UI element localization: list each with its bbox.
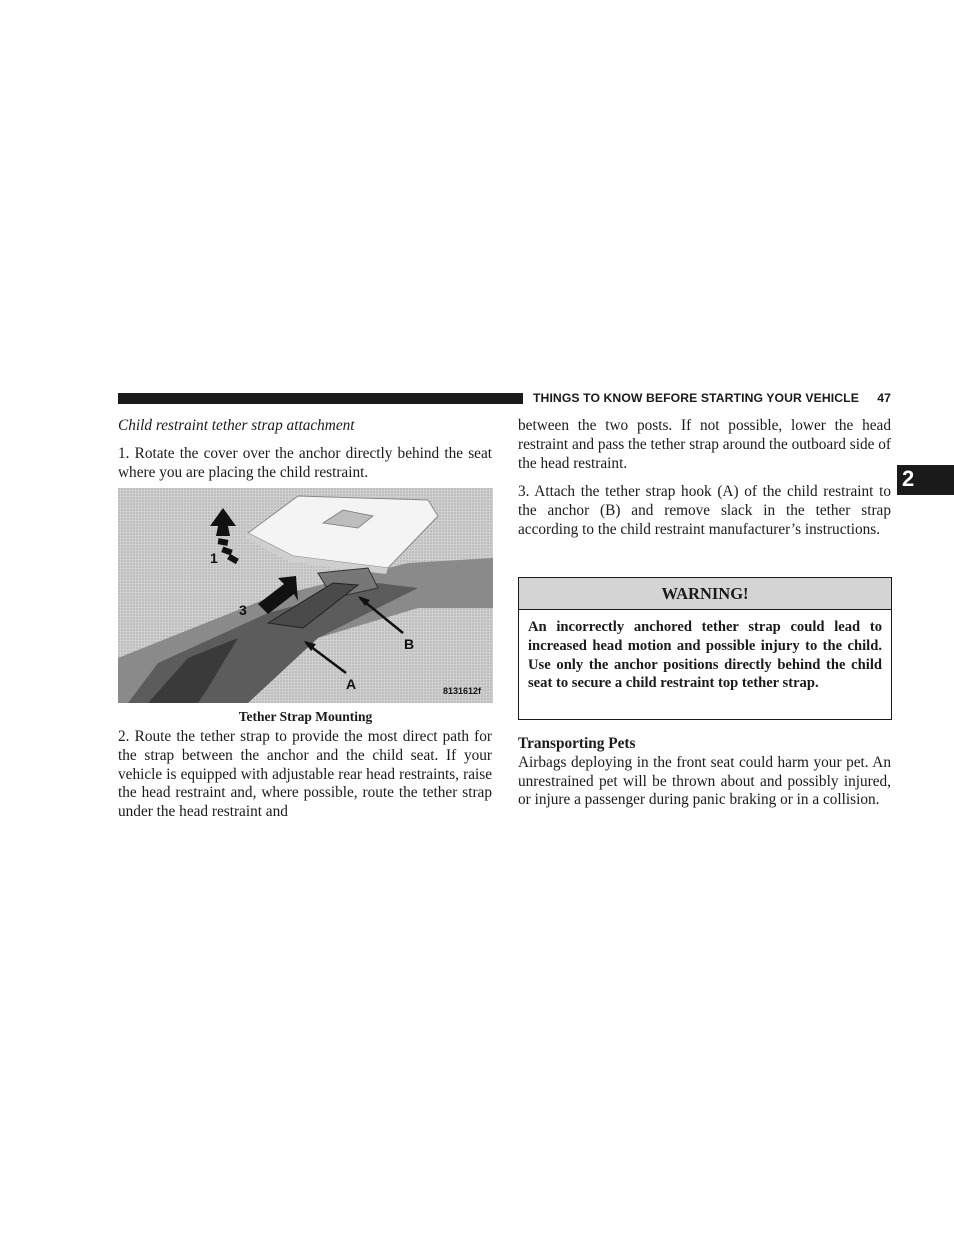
figure-label-1: 1 (210, 550, 218, 566)
step-1-text: 1. Rotate the cover over the anchor directly behind the seat where you are placing the child restraint. (118, 445, 492, 481)
subheading: Child restraint tether strap attachment (118, 417, 355, 434)
tether-illustration (118, 488, 493, 703)
header-rule (118, 393, 523, 404)
section-title: THINGS TO KNOW BEFORE STARTING YOUR VEHICLE (533, 391, 859, 405)
step-2-text: 2. Route the tether strap to provide the most direct path for the strap between the anchor and the child seat. If your vehicle is equipped with adjustable rear head restraints, raise the head restraint and, where possible, route the tether strap under the head restraint and (118, 728, 492, 821)
chapter-tab (897, 465, 954, 495)
step-3-text: 3. Attach the tether strap hook (A) of the child restraint to the anchor (B) and remove slack in the tether strap according to the child restraint manufacturer’s instructions. (518, 483, 891, 538)
page-number: 47 (877, 391, 891, 405)
step-2-continued (518, 417, 891, 473)
step-2 (118, 728, 492, 822)
running-header (533, 390, 891, 406)
step-2-cont-text: between the two posts. If not possible, lower the head restraint and pass the tether strap around the outboard side of the head restraint. (518, 417, 891, 472)
pets-heading: Transporting Pets (518, 735, 636, 752)
warning-body: An incorrectly anchored tether strap could lead to increased head motion and possible injury to the child. Use only the anchor positions directly behind the child seat to secure a child restraint top tether strap. (528, 619, 882, 692)
tether-strap-figure (118, 488, 493, 703)
pets-section (518, 735, 891, 810)
figure-caption: Tether Strap Mounting (238, 709, 373, 724)
step-3 (518, 483, 891, 539)
figure-label-a: A (346, 676, 357, 692)
step-1 (118, 445, 492, 483)
pets-body: Airbags deploying in the front seat could harm your pet. An unrestrained pet will be thrown about and possibly injured, or injure a passenger during panic braking or in a collision. (518, 753, 891, 809)
figure-label-3: 3 (239, 602, 247, 618)
warning-box (518, 577, 892, 720)
warning-title: WARNING! (519, 578, 891, 610)
chapter-number: 2 (902, 466, 915, 491)
figure-label-b: B (404, 636, 415, 652)
figure-id: 8131612f (443, 686, 482, 696)
